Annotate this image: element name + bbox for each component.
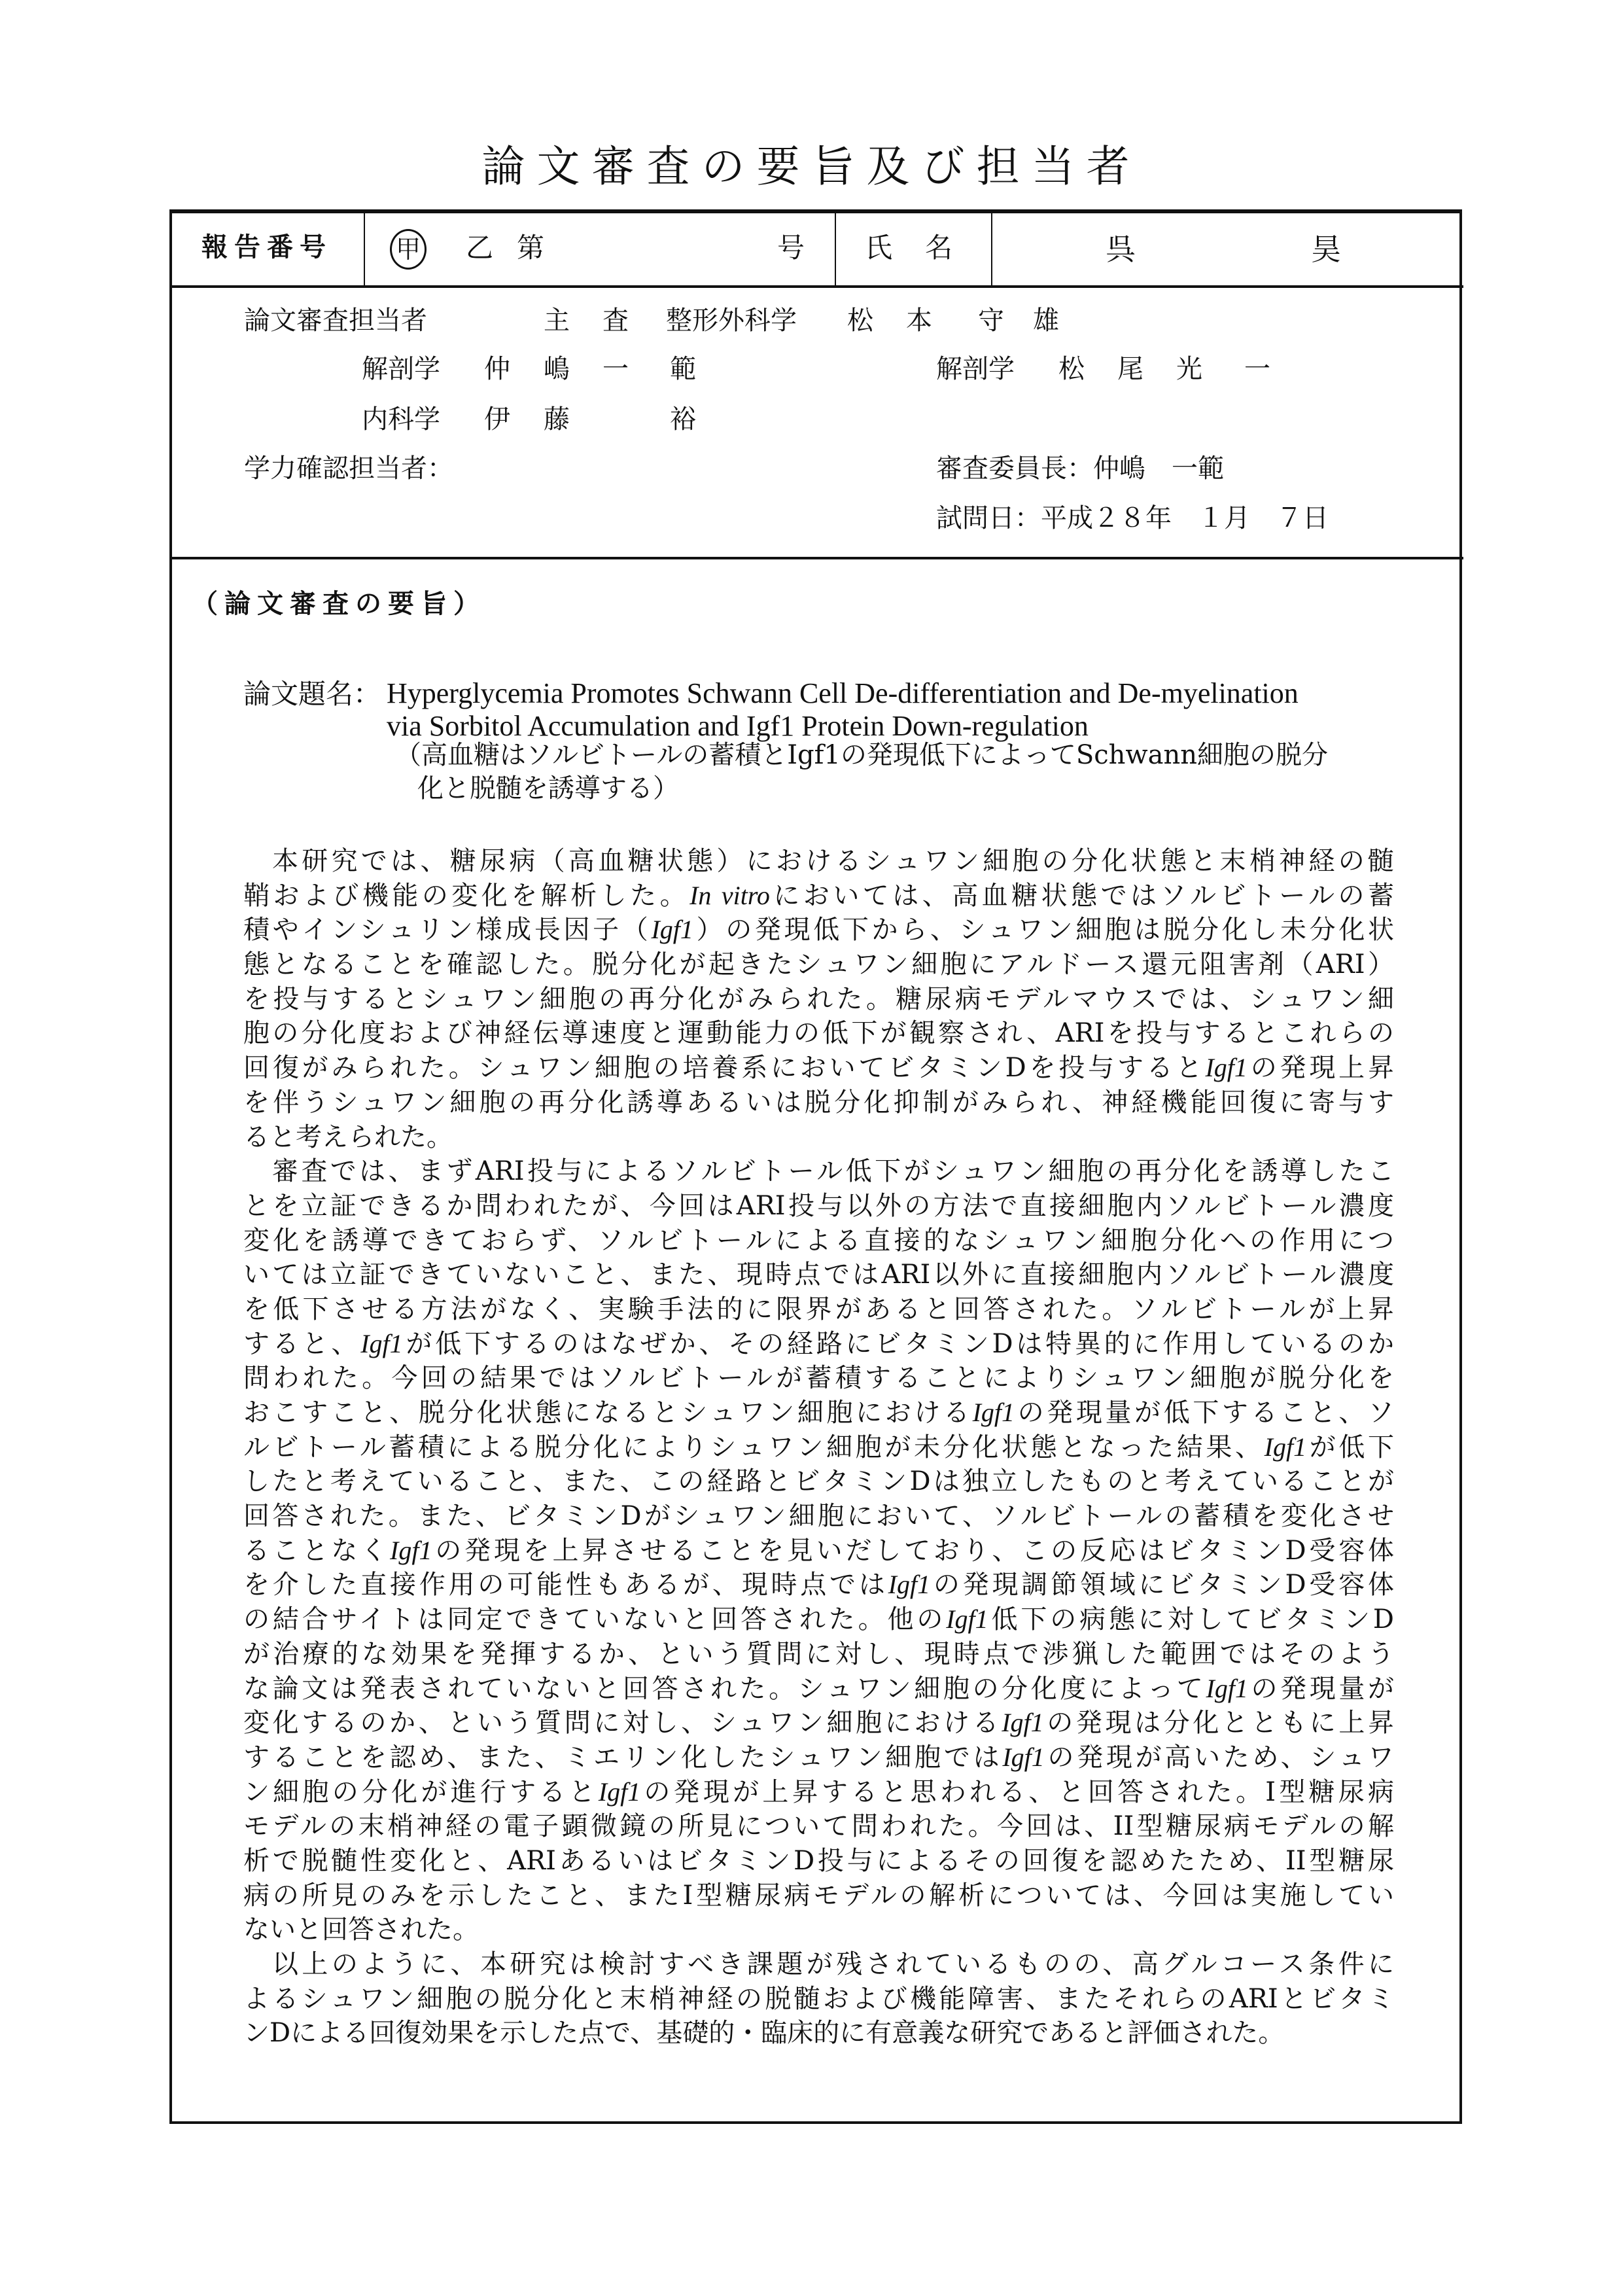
body-text-line: 本研究では、糖尿病（高血糖状態）におけるシュワン細胞の分化状態と末梢神経の髄 xyxy=(272,846,1394,876)
body-text-line: を低下させる方法がなく、実験手法的に限界があると回答された。ソルビトールが上昇 xyxy=(243,1294,1394,1324)
body-text-line: することを認め、また、ミエリン化したシュワン細胞ではIgf1の発現が高いため、シュワ xyxy=(243,1742,1394,1773)
member3-name-char: 伊 xyxy=(484,404,510,434)
chief-label-1: 主 xyxy=(544,306,570,336)
body-text-line: が治療的な効果を発揮するか、という質問に対し、現時点で渉猟した範囲ではそのよう xyxy=(243,1638,1394,1669)
committee-chair: 審査委員長：仲嶋 一範 xyxy=(936,453,1224,484)
name-given: 昊 xyxy=(1311,232,1341,267)
body-text-line: 病の所見のみを示したこと、またI型糖尿病モデルの解析については、今回は実施してい xyxy=(243,1880,1394,1911)
body-text-line: 変化するのか、という質問に対し、シュワン細胞におけるIgf1の発現は分化とともに上昇 xyxy=(243,1708,1395,1739)
body-text-line: 回答された。また、ビタミンDがシュワン細胞において、ソルビトールの蓄積を変化させ xyxy=(243,1501,1394,1532)
member2-name-char: 松 xyxy=(1058,354,1085,384)
body-text-line: ンDによる回復効果を示した点で、基礎的・臨床的に有意義な研究であると評価された。 xyxy=(243,2018,1285,2049)
member1-name-char: 一 xyxy=(602,354,629,384)
member2-dept: 解剖学 xyxy=(936,354,1015,384)
body-text-line: おこすこと、脱分化状態になるとシュワン細胞におけるIgf1の発現量が低下すること、ソ xyxy=(243,1398,1395,1428)
thesis-title-label: 論文題名： xyxy=(243,678,381,710)
column-divider xyxy=(835,211,836,287)
body-text-line: ないと回答された。 xyxy=(243,1915,479,1945)
body-text-line: 胞の分化度および神経伝導速度と運動能力の低下が観察され、ARIを投与するとこれらの xyxy=(243,1018,1394,1049)
thesis-title-en-line2: via Sorbitol Accumulation and Igf1 Protein Down-regulation xyxy=(387,710,1089,742)
chief-name-char: 松 xyxy=(847,306,873,336)
body-text-line: 問われた。今回の結果ではソルビトールが蓄積することによりシュワン細胞が脱分化を xyxy=(243,1363,1394,1394)
column-divider xyxy=(364,211,365,287)
thesis-title-en-line1: Hyperglycemia Promotes Schwann Cell De-differentiation and De-myelination xyxy=(387,677,1299,709)
type-otsu: 乙 xyxy=(466,232,494,264)
body-text-line: すると、Igf1が低下するのはなぜか、その経路にビタミンDは特異的に作用しているのか xyxy=(243,1328,1395,1359)
chief-name-char: 本 xyxy=(906,306,932,336)
body-text-line: モデルの末梢神経の電子顕微鏡の所見について問われた。今回は、II型糖尿病モデルの解 xyxy=(243,1811,1394,1842)
body-text-line: ルビトール蓄積による脱分化によりシュワン細胞が未分化状態となった結果、Igf1が低下 xyxy=(243,1432,1395,1462)
member1-name-char: 範 xyxy=(670,354,696,384)
dai-label: 第 xyxy=(517,232,545,264)
review-summary-body xyxy=(243,844,1394,2051)
chief-label-2: 査 xyxy=(602,306,629,336)
report-number-label: 報告番号 xyxy=(201,232,332,262)
exam-date: 試問日：平成２８年 １月 ７日 xyxy=(936,503,1329,533)
chief-name-char: 守 xyxy=(978,306,1004,336)
member2-name-char: 尾 xyxy=(1117,354,1143,384)
body-text-line: 以上のように、本研究は検討すべき課題が残されているものの、高グルコース条件に xyxy=(272,1949,1394,1979)
body-text-line: 鞘および機能の変化を解析した。In vitroにおいては、高血糖状態ではソルビトールの蓄 xyxy=(243,880,1395,911)
thesis-title-ja-line2: 化と脱髄を誘導する） xyxy=(417,773,679,804)
name-label-2: 名 xyxy=(925,232,953,264)
body-text-line: な論文は発表されていないと回答された。シュワン細胞の分化度によってIgf1の発現量が xyxy=(243,1673,1395,1704)
member3-dept: 内科学 xyxy=(362,404,440,434)
body-text-line: 変化を誘導できておらず、ソルビトールによる直接的なシュワン細胞分化への作用につ xyxy=(243,1225,1394,1256)
body-text-line: 態となることを確認した。脱分化が起きたシュワン細胞にアルドース還元阻害剤（ARI） xyxy=(243,949,1394,980)
body-text-line: を伴うシュワン細胞の再分化誘導あるいは脱分化抑制がみられ、神経機能回復に寄与す xyxy=(243,1087,1394,1118)
type-kou: 甲 xyxy=(390,229,427,270)
body-text-line: とを立証できるか問われたが、今回はARI投与以外の方法で直接細胞内ソルビトール濃度 xyxy=(243,1190,1394,1221)
body-text-line: を介した直接作用の可能性もあるが、現時点ではIgf1の発現調節領域にビタミンD受容体 xyxy=(243,1570,1394,1600)
examiners-label: 論文審査担当者 xyxy=(244,306,427,336)
body-text-line: よるシュワン細胞の脱分化と末梢神経の脱髄および機能障害、またそれらのARIとビタミ xyxy=(243,1983,1394,2014)
document-title: 論文審査の要旨及び担当者 xyxy=(481,141,1142,192)
member1-dept: 解剖学 xyxy=(362,354,440,384)
column-divider xyxy=(991,211,992,287)
member2-name-char: 一 xyxy=(1244,354,1270,384)
member2-name-char: 光 xyxy=(1176,354,1202,384)
body-text-line: ると考えられた。 xyxy=(243,1122,453,1152)
type-kou-circled xyxy=(390,229,427,270)
gou-label: 号 xyxy=(777,232,805,264)
member1-name-char: 嶋 xyxy=(544,354,570,384)
body-text-line: を投与するとシュワン細胞の再分化がみられた。糖尿病モデルマウスでは、シュワン細 xyxy=(243,983,1394,1014)
body-text-line: したと考えていること、また、この経路とビタミンDは独立したものと考えていることが xyxy=(243,1466,1394,1497)
body-text-line: ン細胞の分化が進行するとIgf1の発現が上昇すると思われる、と回答された。I型糖尿病 xyxy=(243,1776,1394,1807)
member3-name-char: 藤 xyxy=(544,404,570,434)
body-text-line: ることなくIgf1の発現を上昇させることを見いだしており、この反応はビタミンD受容体 xyxy=(243,1535,1394,1566)
member1-name-char: 仲 xyxy=(484,354,510,384)
section-divider xyxy=(169,557,1463,559)
body-text-line: 回復がみられた。シュワン細胞の培養系においてビタミンDを投与するとIgf1の発現上昇 xyxy=(243,1053,1394,1084)
member3-name-char: 裕 xyxy=(670,404,696,434)
body-text-line: いては立証できていないこと、また、現時点ではARI以外に直接細胞内ソルビトール濃度 xyxy=(243,1260,1394,1290)
ability-examiner-label: 学力確認担当者： xyxy=(244,453,453,484)
body-text-line: の結合サイトは同定できていないと回答された。他のIgf1低下の病態に対してビタミンD xyxy=(243,1604,1394,1635)
body-text-line: 審査では、まずARI投与によるソルビトール低下がシュワン細胞の再分化を誘導したこ xyxy=(272,1156,1394,1187)
section-heading: （論文審査の要旨） xyxy=(192,589,486,619)
chief-dept: 整形外科学 xyxy=(666,306,797,336)
thesis-title-ja-line1: （高血糖はソルビトールの蓄積とIgf1の発現低下によってSchwann細胞の脱分 xyxy=(395,740,1329,770)
body-text-line: 析で脱髄性変化と、ARIあるいはビタミンD投与によるその回復を認めたため、II型糖尿 xyxy=(243,1845,1394,1876)
name-label-1: 氏 xyxy=(865,232,893,264)
chief-name-char: 雄 xyxy=(1033,306,1059,336)
name-family: 呉 xyxy=(1106,232,1136,267)
body-text-line: 積やインシュリン様成長因子（Igf1）の発現低下から、シュワン細胞は脱分化し未分化状 xyxy=(243,915,1394,945)
